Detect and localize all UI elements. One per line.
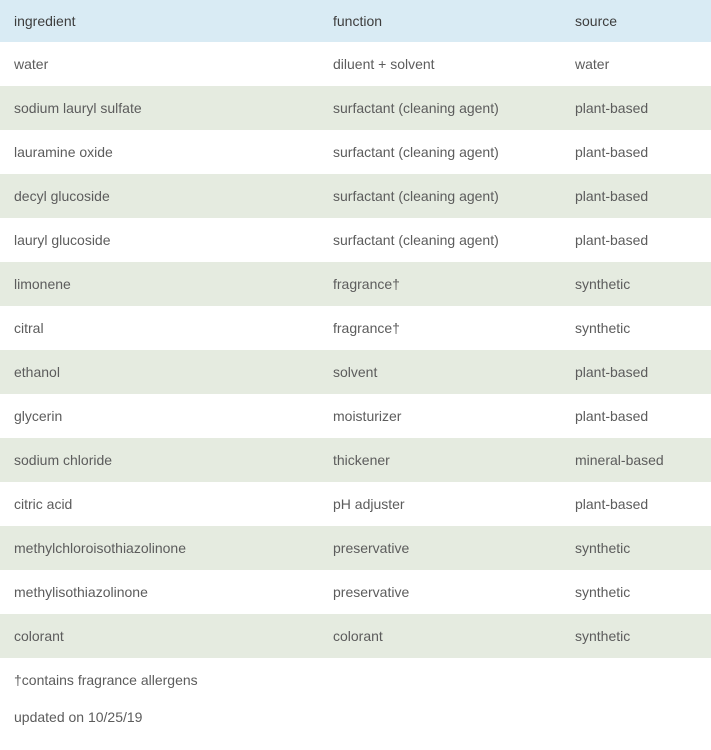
header-row	[0, 0, 711, 42]
source-cell: plant-based	[575, 364, 649, 380]
function-cell: thickener	[333, 452, 390, 468]
source-cell: plant-based	[575, 188, 649, 204]
ingredient-cell: citric acid	[14, 496, 73, 512]
table-row	[0, 306, 711, 350]
function-cell: moisturizer	[333, 408, 402, 424]
column-header-function: function	[319, 0, 561, 42]
table-row	[0, 350, 711, 394]
table-row	[0, 482, 711, 526]
function-cell: pH adjuster	[333, 496, 405, 512]
function-cell: fragrance†	[333, 276, 400, 292]
table-row	[0, 86, 711, 130]
table-row	[0, 526, 711, 570]
table-row	[0, 42, 711, 86]
source-cell: water	[575, 56, 610, 72]
column-header-source: source	[561, 0, 711, 42]
fragrance-allergen-footnote: †contains fragrance allergens	[14, 672, 198, 688]
ingredient-cell: decyl glucoside	[14, 188, 110, 204]
table-row	[0, 438, 711, 482]
ingredient-cell: glycerin	[14, 408, 63, 424]
ingredient-cell: ethanol	[14, 364, 60, 380]
column-header-ingredient: ingredient	[0, 0, 319, 42]
source-cell: plant-based	[575, 496, 649, 512]
ingredient-cell: water	[14, 56, 49, 72]
ingredient-cell: lauryl glucoside	[14, 232, 111, 248]
updated-date-note: updated on 10/25/19	[14, 709, 143, 725]
function-cell: preservative	[333, 540, 410, 556]
ingredient-cell: sodium chloride	[14, 452, 113, 468]
table-row	[0, 570, 711, 614]
function-cell: fragrance†	[333, 320, 400, 336]
source-cell: plant-based	[575, 408, 649, 424]
source-cell: plant-based	[575, 100, 649, 116]
table-row	[0, 262, 711, 306]
table-row	[0, 218, 711, 262]
function-cell: surfactant (cleaning agent)	[333, 144, 499, 160]
function-cell: preservative	[333, 584, 410, 600]
source-cell: synthetic	[575, 584, 631, 600]
table-row	[0, 394, 711, 438]
source-cell: synthetic	[575, 540, 631, 556]
source-cell: plant-based	[575, 144, 649, 160]
table-row	[0, 614, 711, 658]
function-cell: surfactant (cleaning agent)	[333, 100, 499, 116]
source-cell: plant-based	[575, 232, 649, 248]
ingredient-cell: lauramine oxide	[14, 144, 113, 160]
ingredient-cell: colorant	[14, 628, 64, 644]
ingredient-cell: sodium lauryl sulfate	[14, 100, 142, 116]
function-cell: surfactant (cleaning agent)	[333, 232, 499, 248]
ingredient-cell: methylchloroisothiazolinone	[14, 540, 186, 556]
function-cell: diluent + solvent	[333, 56, 435, 72]
source-cell: mineral-based	[575, 452, 664, 468]
table-header	[0, 0, 711, 42]
function-cell: solvent	[333, 364, 378, 380]
function-cell: surfactant (cleaning agent)	[333, 188, 499, 204]
table-body	[0, 42, 711, 658]
source-cell: synthetic	[575, 276, 631, 292]
source-cell: synthetic	[575, 628, 631, 644]
ingredient-cell: methylisothiazolinone	[14, 584, 148, 600]
function-cell: colorant	[333, 628, 383, 644]
table-row	[0, 130, 711, 174]
table-row	[0, 174, 711, 218]
ingredient-cell: citral	[14, 320, 44, 336]
ingredient-cell: limonene	[14, 276, 71, 292]
source-cell: synthetic	[575, 320, 631, 336]
